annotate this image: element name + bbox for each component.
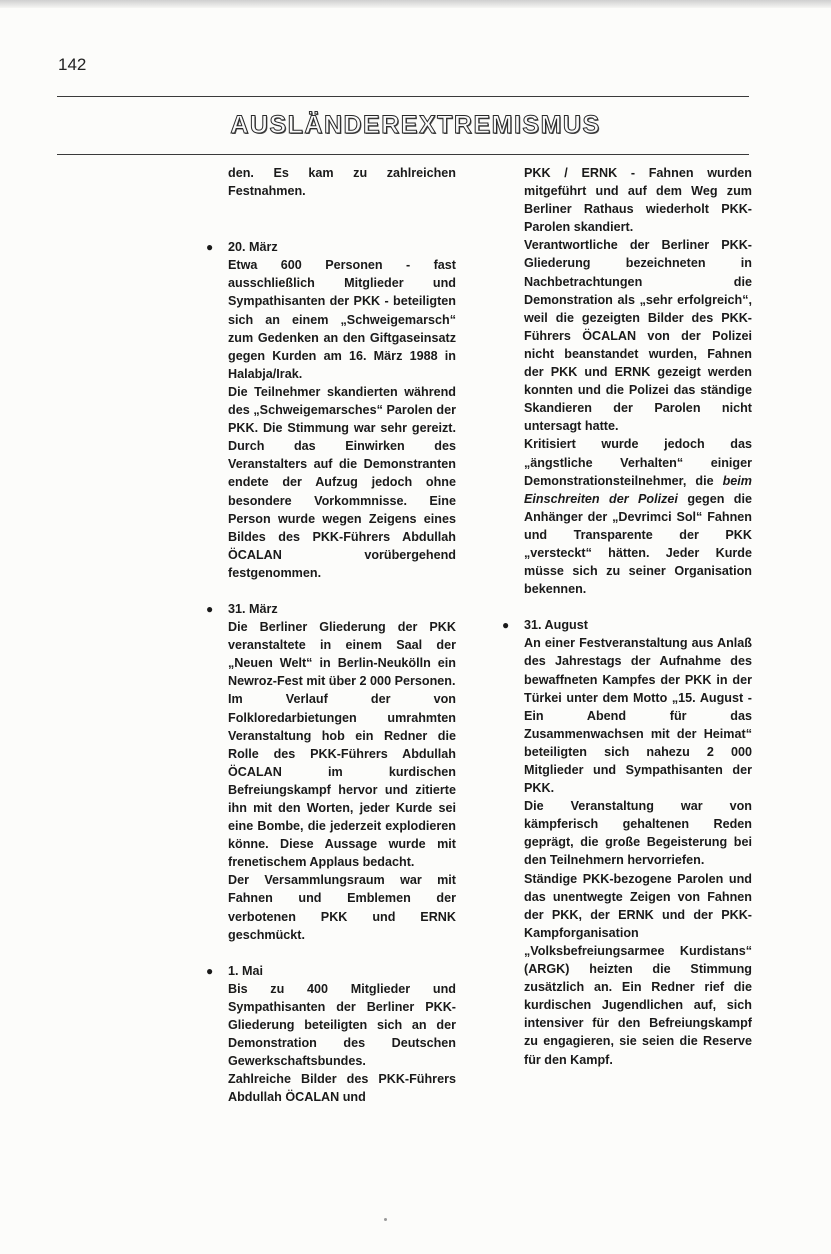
right-column	[502, 164, 753, 1069]
entry-31-maerz	[206, 600, 456, 944]
left-column	[206, 164, 456, 1107]
critique-text-before: Kritisiert wurde jedoch das „ängstliche Verhalten“ einiger Demonstrationsteilnehmer, die	[524, 437, 752, 488]
left-intro: den. Es kam zu zahlreichen Festnahmen.	[228, 166, 456, 199]
header-rule-bottom	[57, 154, 749, 155]
entry-paragraph: Die Berliner Gliederung der PKK veranstaltete in einem Saal der „Neuen Welt“ in Berlin-Neukölln ein Newroz-Fest mit über 2 000 Personen.	[228, 620, 456, 689]
entry-20-maerz	[206, 238, 456, 582]
entry-date: 1. Mai	[228, 963, 263, 978]
bullet-icon: ●	[206, 963, 214, 978]
right-intro-paragraph: Verantwortliche der Berliner PKK-Gliederung bezeichneten in Nachbetrachtungen die Demonstration als „sehr erfolgreich“, weil die gezeigten Bilder des PKK-Führers ÖCALAN von der Polizei nicht beanstandet wurden, Fahnen der PKK und ERNK gezeigt werden konnten und die Polizei das ständige Skandieren der Parolen nicht untersagt hatte.	[524, 238, 752, 434]
bullet-icon: ●	[206, 240, 214, 255]
entry-date: 31. März	[228, 601, 278, 616]
critique-text-italic: beim Einschreiten der Polizei	[524, 473, 752, 506]
section-header-title: AUSLÄNDEREXTREMISMUS	[230, 111, 601, 139]
entry-paragraph: Die Teilnehmer skandierten während des „Schweigemarsches“ Parolen der PKK. Die Stimmung war sehr gereizt. Durch das Einwirken des Veranstalters auf die Demonstranten endete der Aufzug jedoch ohne besondere Vorkommnisse. Eine Person wurde wegen Zeigens eines Bildes des PKK-Führers Abdullah ÖCALAN vorübergehend festgenommen.	[228, 384, 456, 580]
entry-date: 31. August	[524, 618, 588, 633]
entry-31-august	[502, 616, 752, 1068]
entry-paragraph: Der Versammlungsraum war mit Fahnen und Emblemen der verbotenen PKK und ERNK geschmückt.	[228, 873, 456, 942]
right-intro-paragraph: PKK / ERNK - Fahnen wurden mitgeführt und auf dem Weg zum Berliner Rathaus wiederholt PKK-Parolen skandiert.	[524, 166, 752, 235]
entry-paragraph: Zahlreiche Bilder des PKK-Führers Abdullah ÖCALAN und	[228, 1072, 456, 1105]
scan-speck	[384, 1218, 387, 1221]
entry-date: 20. März	[228, 240, 278, 255]
bullet-icon: ●	[206, 601, 214, 616]
scan-edge	[0, 0, 831, 8]
entry-paragraph: Bis zu 400 Mitglieder und Sympathisanten der Berliner PKK-Gliederung beteiligten sich an der Demonstration des Deutschen Gewerkschaftsbundes.	[228, 981, 456, 1069]
page-number: 142	[58, 55, 87, 74]
entry-paragraph: Ständige PKK-bezogene Parolen und das unentwegte Zeigen von Fahnen der PKK, der ERNK und der PKK-Kampforganisation „Volksbefreiungsarmee Kurdistans“ (ARGK) heizten die Stimmung zusätzlich an. Ein Redner rief die kurdischen Jugendlichen auf, sich intensiver für den Befreiungskampf zu engagieren, sie seien die Reserve für den Kampf.	[524, 871, 752, 1067]
entry-paragraph: An einer Festveranstaltung aus Anlaß des Jahrestags der Aufnahme des bewaffneten Kampfes der PKK in der Türkei unter dem Motto „15. August - Ein Abend für das Zusammenwachsen mit der Heimat“ beteiligten sich nahezu 2 000 Mitglieder und Sympathisanten der PKK.	[524, 636, 752, 796]
header-rule-top	[57, 96, 749, 97]
critique-text-after: gegen die Anhänger der „Devrimci Sol“ Fahnen und Transparente der PKK „versteckt“ hätten. Jeder Kurde müsse sich zu seiner Organisation bekennen.	[524, 491, 753, 597]
entry-paragraph: Etwa 600 Personen - fast ausschließlich Mitglieder und Sympathisanten der PKK - beteiligten sich an einem „Schweigemarsch“ zum Gedenken an den Giftgaseinsatz gegen Kurden am 16. März 1988 in Halabja/Irak.	[228, 258, 456, 381]
critique-paragraph	[524, 435, 752, 598]
entry-paragraph: Die Veranstaltung war von kämpferisch gehaltenen Reden geprägt, die große Begeisterung bei den Teilnehmern hervorriefen.	[524, 799, 752, 868]
bullet-icon: ●	[502, 618, 510, 633]
entry-paragraph: Im Verlauf der von Folkloredarbietungen umrahmten Veranstaltung hob ein Redner die Rolle des PKK-Führers Abdullah ÖCALAN im kurdischen Befreiungskampf hervor und zitierte ihn mit den Worten, jeder Kurde sei eine Bombe, die jederzeit explodieren könne. Diese Aussage wurde mit frenetischem Applaus bedacht.	[228, 692, 456, 870]
entry-1-mai	[206, 962, 456, 1107]
